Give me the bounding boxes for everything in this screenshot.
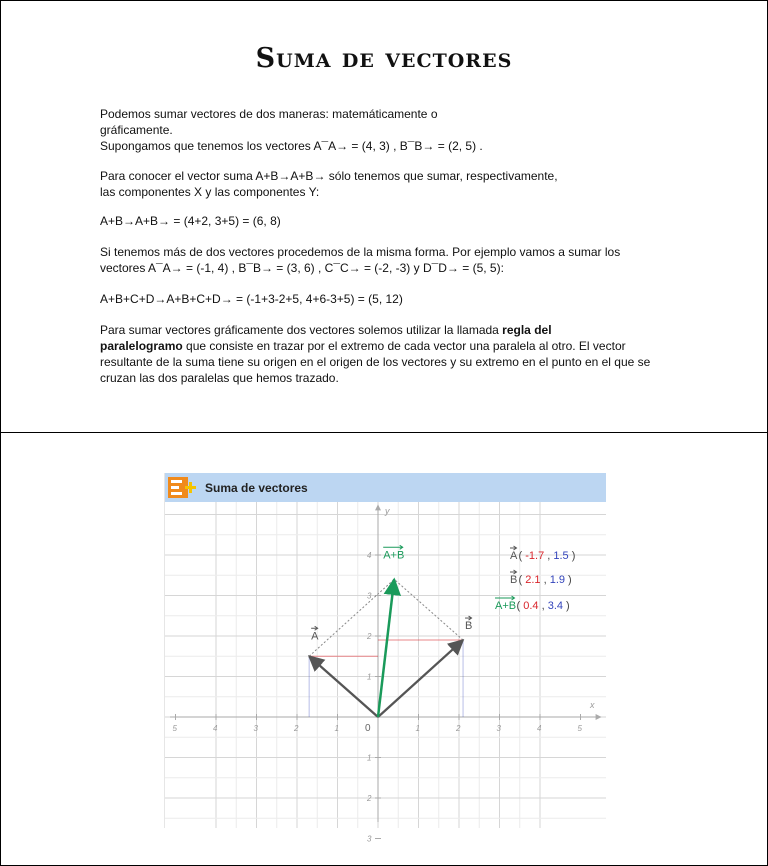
intro-line-1: Podemos sumar vectores de dos maneras: matemáticamente o	[100, 107, 438, 121]
vector-b-label-text: B	[465, 620, 473, 633]
vector-sum-label	[383, 545, 404, 561]
slide-2	[0, 432, 768, 866]
x-tick-label: 3	[253, 724, 258, 733]
sum-explanation-line-2: las componentes X y las componentes Y:	[100, 185, 320, 199]
readout-y-value: 1.5	[553, 550, 569, 562]
vector-applet	[164, 473, 606, 844]
applet-title: Suma de vectores	[205, 481, 308, 495]
rule-name-bold-1: regla del	[502, 323, 552, 337]
intro-line-2: gráficamente.	[100, 123, 173, 137]
y-tick-label: 2	[367, 794, 372, 803]
readout-x-value: -1.7	[525, 550, 545, 562]
readout-x-value: 2.1	[525, 574, 541, 586]
applet-logo-icon	[168, 477, 196, 498]
readout-vector-name: A+B	[495, 600, 517, 612]
y-tick-label: 3	[367, 834, 372, 844]
vector-readouts	[495, 546, 575, 612]
origin-label: 0	[365, 723, 371, 734]
parallelogram-line-2	[100, 338, 700, 354]
parallelogram-line-1	[100, 322, 700, 338]
parallelogram-text-2: que consiste en trazar por el extremo de cada vector una paralela al otro. El vector	[182, 339, 626, 353]
vector-a-label	[311, 626, 319, 642]
applet-header	[165, 473, 606, 502]
readout-x-value: 0.4	[523, 600, 539, 612]
x-tick-label: 4	[213, 724, 218, 733]
readout-values: ( 0.4 , 3.4 )	[516, 600, 570, 612]
readout-y-value: 1.9	[549, 574, 565, 586]
x-tick-label: 3	[496, 724, 501, 733]
y-tick-label: 1	[367, 672, 372, 682]
sum-explanation-paragraph	[100, 168, 700, 200]
parallelogram-text-1: Para sumar vectores gráficamente dos vectores solemos utilizar la llamada	[100, 323, 503, 337]
vector-plot[interactable]	[165, 502, 606, 844]
readout-vector-name: B	[510, 574, 518, 586]
parallel-line-b	[309, 579, 394, 656]
vector-b-arrow	[378, 640, 463, 717]
sum-formula: A+B→A+B→ = (4+2, 3+5) = (6, 8)	[100, 214, 281, 228]
intro-line-3: Supongamos que tenemos los vectores A¯A→ = (4, 3) , B¯B→ = (2, 5) .	[100, 139, 483, 153]
parallelogram-line-3: resultante de la suma tiene su origen en el origen de los vectores y su extremo en el punto en el que se	[100, 355, 651, 369]
x-tick-label: 1	[334, 724, 339, 733]
y-axis-label: y	[385, 506, 390, 516]
parallel-line-a	[394, 579, 463, 640]
multi-vector-paragraph	[100, 244, 700, 276]
readout-values: ( -1.7 , 1.5 )	[518, 550, 576, 562]
intro-paragraph	[100, 106, 700, 154]
y-tick-label: 1	[367, 753, 372, 763]
y-tick-label: 2	[367, 632, 372, 641]
rule-name-bold-2: paralelogramo	[100, 339, 183, 353]
vector-a-label-text: A	[311, 630, 319, 643]
readout-y-value: 3.4	[547, 600, 563, 612]
multi-vector-line-2: vectores A¯A→ = (-1, 4) , B¯B→ = (3, 6) , C¯C→ = (-2, -3) y D¯D→ = (5, 5):	[100, 261, 504, 275]
y-tick-label: 3	[367, 591, 372, 601]
multi-vector-line-1: Si tenemos más de dos vectores procedemos de la misma forma. Por ejemplo vamos a sumar los	[100, 245, 621, 259]
readout-vector-name: A	[510, 550, 518, 562]
page-title: Suma de vectores	[255, 43, 513, 74]
readout-values: ( 2.1 , 1.9 )	[518, 574, 572, 586]
x-tick-label: 1	[415, 724, 420, 733]
parallelogram-paragraph	[100, 322, 700, 386]
y-tick-label: 4	[367, 551, 372, 560]
x-tick-label: 2	[456, 724, 461, 733]
vector-a-arrow	[309, 656, 378, 717]
x-tick-label: 5	[577, 724, 582, 733]
vector-b-label	[465, 616, 472, 632]
sum-explanation-line-1: Para conocer el vector suma A+B→A+B→ sólo tenemos que sumar, respectivamente,	[100, 169, 558, 183]
x-tick-label: 5	[172, 724, 177, 733]
parallelogram-line-4: cruzan las dos paralelas que hemos trazado.	[100, 371, 339, 385]
x-tick-label: 4	[537, 724, 542, 733]
x-axis-label: x	[590, 700, 595, 710]
x-tick-label: 2	[294, 724, 299, 733]
multi-sum-formula: A+B+C+D→A+B+C+D→ = (-1+3-2+5, 4+6-3+5) = (5, 12)	[100, 292, 403, 306]
readout-row	[495, 596, 570, 612]
vector-sum-label-text: A+B	[383, 549, 405, 562]
